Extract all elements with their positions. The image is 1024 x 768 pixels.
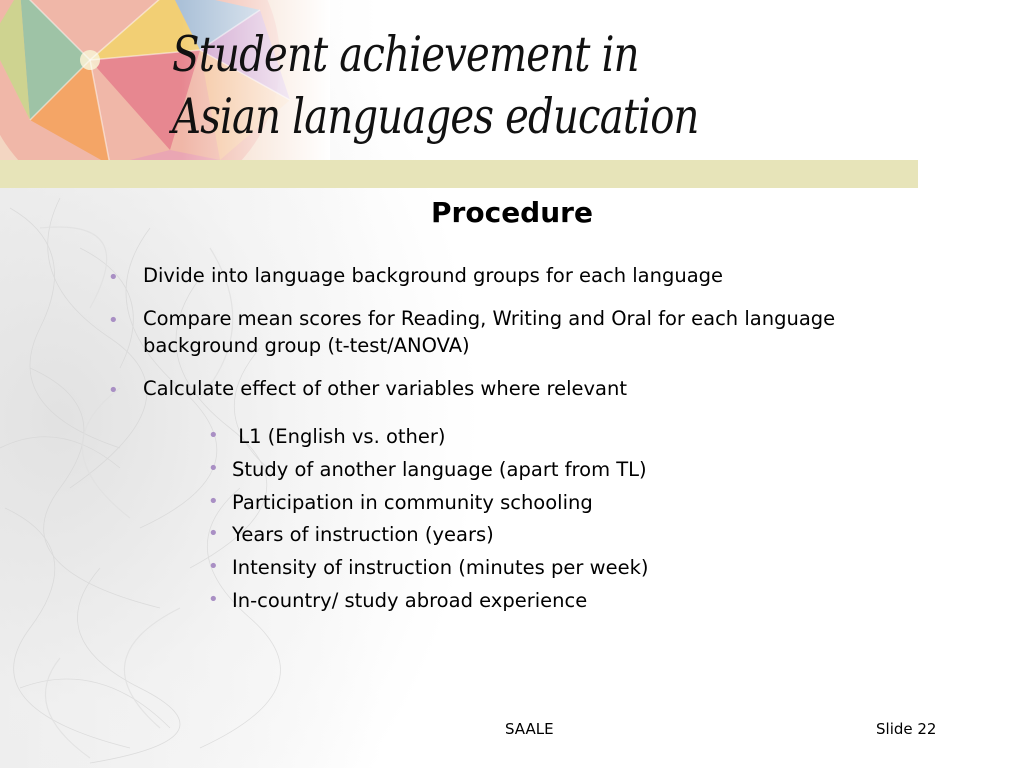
sub-bullet-item [208, 552, 848, 585]
bullet-dot-icon: • [208, 588, 219, 610]
bullet-dot-icon: • [108, 310, 119, 331]
bullet-dot-icon: • [108, 380, 119, 401]
bullet-text: Divide into language background groups for each language [143, 264, 724, 287]
footer-label: SAALE [505, 720, 554, 738]
bullet-item [108, 305, 868, 359]
title-band [0, 160, 918, 188]
sub-bullet-text: L1 (English vs. other) [232, 425, 446, 448]
bullet-dot-icon: • [108, 267, 119, 288]
bullet-dot-icon: • [208, 556, 219, 578]
bullet-list [108, 262, 868, 418]
slide-title-line-1: Student achievement in [172, 26, 639, 83]
bullet-dot-icon: • [208, 425, 219, 446]
sub-bullet-text: In-country/ study abroad experience [232, 588, 588, 612]
sub-bullet-text: Participation in community schooling [232, 490, 593, 514]
sub-bullet-item [208, 454, 848, 487]
sub-bullet-text: Study of another language (apart from TL) [232, 457, 647, 481]
sub-bullet-text: Intensity of instruction (minutes per week) [232, 556, 649, 580]
sub-bullet-item [208, 519, 848, 552]
bullet-dot-icon: • [208, 523, 219, 545]
slide-heading: Procedure [431, 196, 593, 229]
sub-bullet-list [208, 421, 848, 618]
bullet-item [108, 375, 868, 402]
bullet-dot-icon: • [208, 490, 219, 512]
sub-bullet-item [208, 585, 848, 618]
sub-bullet-item [208, 487, 848, 520]
bullet-item [108, 262, 868, 289]
slide-number: Slide 22 [876, 720, 937, 738]
bullet-text: Calculate effect of other variables where relevant [143, 377, 628, 400]
sub-bullet-item [208, 421, 848, 454]
bullet-text: Compare mean scores for Reading, Writing and Oral for each language background group (t-test/ANOVA) [143, 307, 836, 357]
bullet-dot-icon: • [208, 457, 219, 479]
sub-bullet-text: Years of instruction (years) [232, 523, 494, 547]
slide-title-line-2: Asian languages education [172, 88, 699, 145]
